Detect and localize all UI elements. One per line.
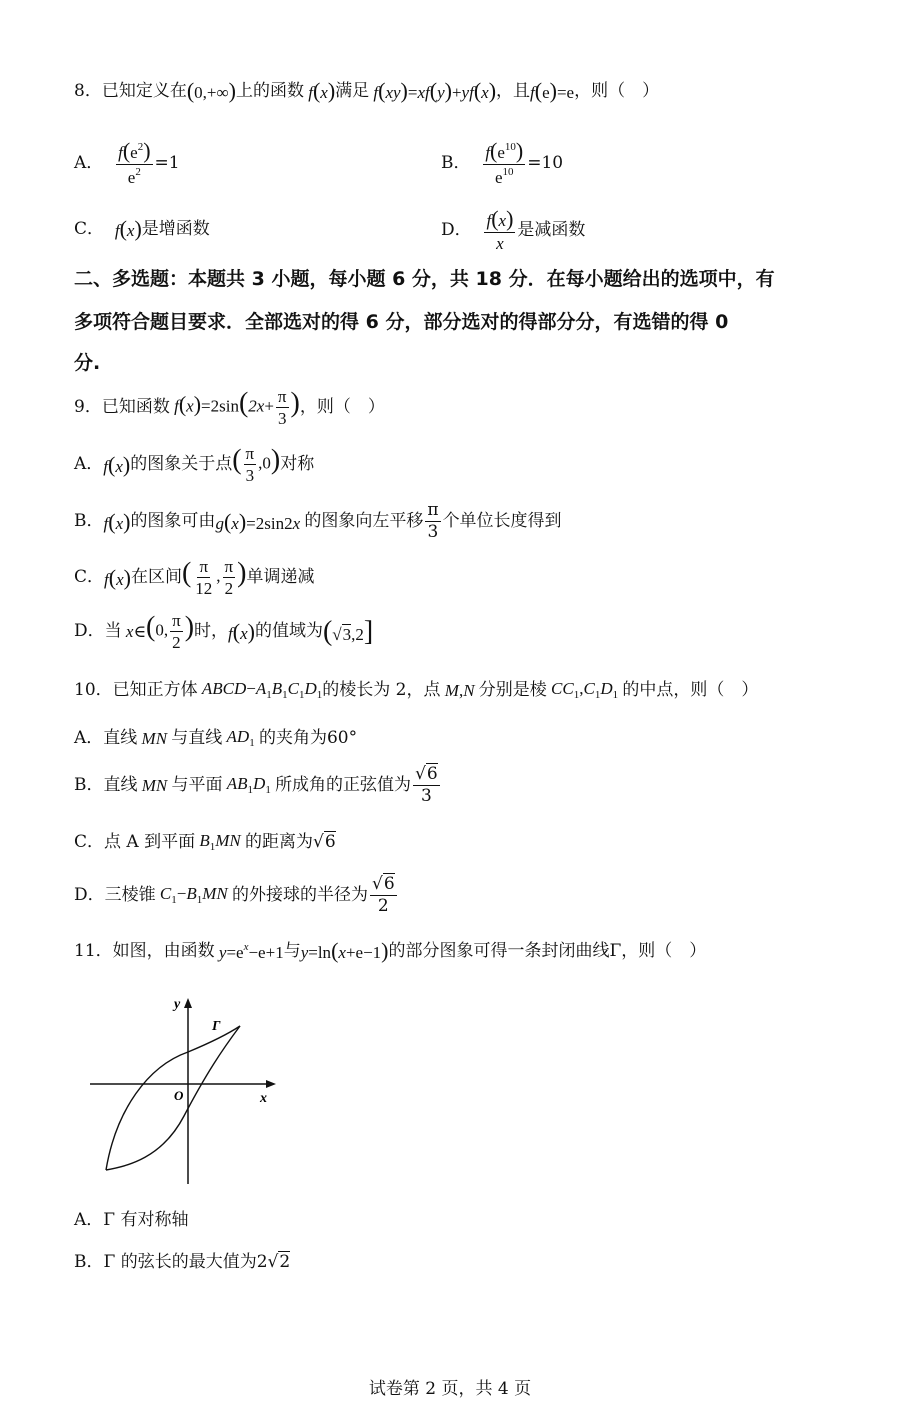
math-edges: $CC_1,C_1D_1$: [546, 679, 619, 701]
q10-option-d: D．三棱锥 $C_1-B_1MN$ 的外接球的半径为 $\frac{√6}{2}$: [74, 874, 395, 916]
curve-exp: [106, 1026, 240, 1170]
q11-option-a: A．Γ 有对称轴: [74, 1210, 189, 1230]
q9-option-a: A． f(x) 的图象关于点 ( $\frac{\pi}{3}$ ,0) 对称: [74, 444, 315, 485]
section2-line2: 多项符合题目要求．全部选对的得 6 分，部分选对的得部分分，有选错的得 0: [74, 311, 729, 333]
math-exp-function: $y=e^x-e+1$: [214, 940, 284, 962]
math-functional-equation: f(xy)=xf(y)+yf(x): [369, 78, 497, 103]
label-y: y: [174, 997, 181, 1012]
math-sqrt6-over-3: $\frac{√6}{3}$: [415, 764, 438, 806]
math-range: (√3,2]: [322, 615, 374, 647]
q10-option-c: C．点 A 到平面 $B_1MN$ 的距离为 √6: [74, 831, 336, 853]
math-fx: f(x): [303, 78, 336, 103]
q9-option-b: B． f(x) 的图象可由 g(x)=2sin2x 的图象向左平移 $\frac{\pi}{3}$ 个单位长度得到: [74, 500, 562, 542]
math-frac-fe2: $\frac{f(e^2)}{e^2}$: [118, 138, 151, 187]
math-frac-fx-over-x: $\frac{f(x)}{x}$: [486, 206, 514, 253]
math-frac-fe10: $\frac{f(e^{10})}{e^{10}}$: [485, 138, 524, 187]
closed-curve-figure: [88, 990, 288, 1190]
q8-option-d: D． $\frac{f(x)}{x}$ 是减函数: [441, 206, 586, 253]
math-fe: f(e)=e: [530, 78, 575, 103]
math-log-function: y=ln(x+e−1): [300, 938, 389, 963]
math-domain-d: (0, $\frac{\pi}{2}$ ): [146, 611, 195, 652]
q11-option-b: B．Γ 的弦长的最大值为 2√2: [74, 1252, 291, 1272]
curve-log: [106, 1026, 240, 1170]
label-origin: O: [174, 1088, 184, 1103]
q11-stem: 11．如图，由函数 $y=e^x-e+1$ 与 y=ln(x+e−1) 的部分图象可得一条封闭曲线Γ，则（ ）: [74, 938, 707, 963]
math-q9-function: f(x)=2sin(2x+ $\frac{\pi}{3}$ ): [169, 387, 300, 428]
math-shift: $\frac{\pi}{3}$: [427, 500, 439, 542]
math-interval: ( $\frac{\pi}{12}$ , $\frac{\pi}{2}$ ): [181, 557, 247, 598]
q10-stem: 10．已知正方体 $ABCD-A_1B_1C_1D_1$ 的棱长为 2，点 M,N 分别是棱 $CC_1,C_1D_1$ 的中点，则（ ）: [74, 679, 759, 701]
q8-stem: 8．已知定义在 (0,+∞) 上的函数 f(x) 满足 f(xy)=xf(y)+yf(x) ，且 f(e)=e ，则（ ）: [74, 78, 660, 103]
q9-option-d: D．当 x∈ (0, $\frac{\pi}{2}$ ) 时， f(x) 的值域为 (√3,2]: [74, 611, 374, 652]
math-fx-c: f(x): [114, 216, 142, 241]
q10-option-a: A．直线 MN 与直线 $AD_1$ 的夹角为 60°: [74, 727, 358, 749]
q10-option-b: B．直线 MN 与平面 $AB_1D_1$ 所成角的正弦值为 $\frac{√6}{3}$: [74, 764, 438, 806]
section2-line3: 分.: [74, 352, 101, 374]
q8-option-a: A． $\frac{f(e^2)}{e^2}$ =1: [74, 138, 180, 187]
label-x: x: [260, 1091, 267, 1106]
math-point: ( $\frac{\pi}{3}$ ,0): [232, 444, 281, 485]
math-gx: g(x)=2sin2x: [215, 508, 305, 534]
math-sqrt6-over-2: $\frac{√6}{2}$: [371, 874, 395, 916]
q9-stem: 9．已知函数 f(x)=2sin(2x+ $\frac{\pi}{3}$ ) ，则（ ）: [74, 387, 385, 428]
math-cube: $ABCD-A_1B_1C_1D_1$: [197, 679, 323, 701]
q8-option-c: C． f(x) 是增函数: [74, 216, 210, 241]
y-axis-arrow: [184, 998, 192, 1008]
q9-option-c: C． f(x) 在区间 ( $\frac{\pi}{12}$ , $\frac{\pi}{2}$ ) 单调递减: [74, 557, 315, 598]
math-2sqrt2: 2√2: [256, 1252, 291, 1272]
x-axis-arrow: [266, 1080, 276, 1088]
math-sqrt6: √6: [312, 832, 336, 852]
section2-line1: 二、多选题：本题共 3 小题，每小题 6 分，共 18 分．在每小题给出的选项中，有: [74, 268, 775, 290]
label-gamma: Γ: [212, 1019, 221, 1034]
q8-option-b: B． $\frac{f(e^{10})}{e^{10}}$ =10: [441, 138, 564, 187]
page-footer: 试卷第 2 页，共 4 页: [368, 1379, 532, 1399]
math-domain: (0,+∞): [186, 78, 236, 103]
